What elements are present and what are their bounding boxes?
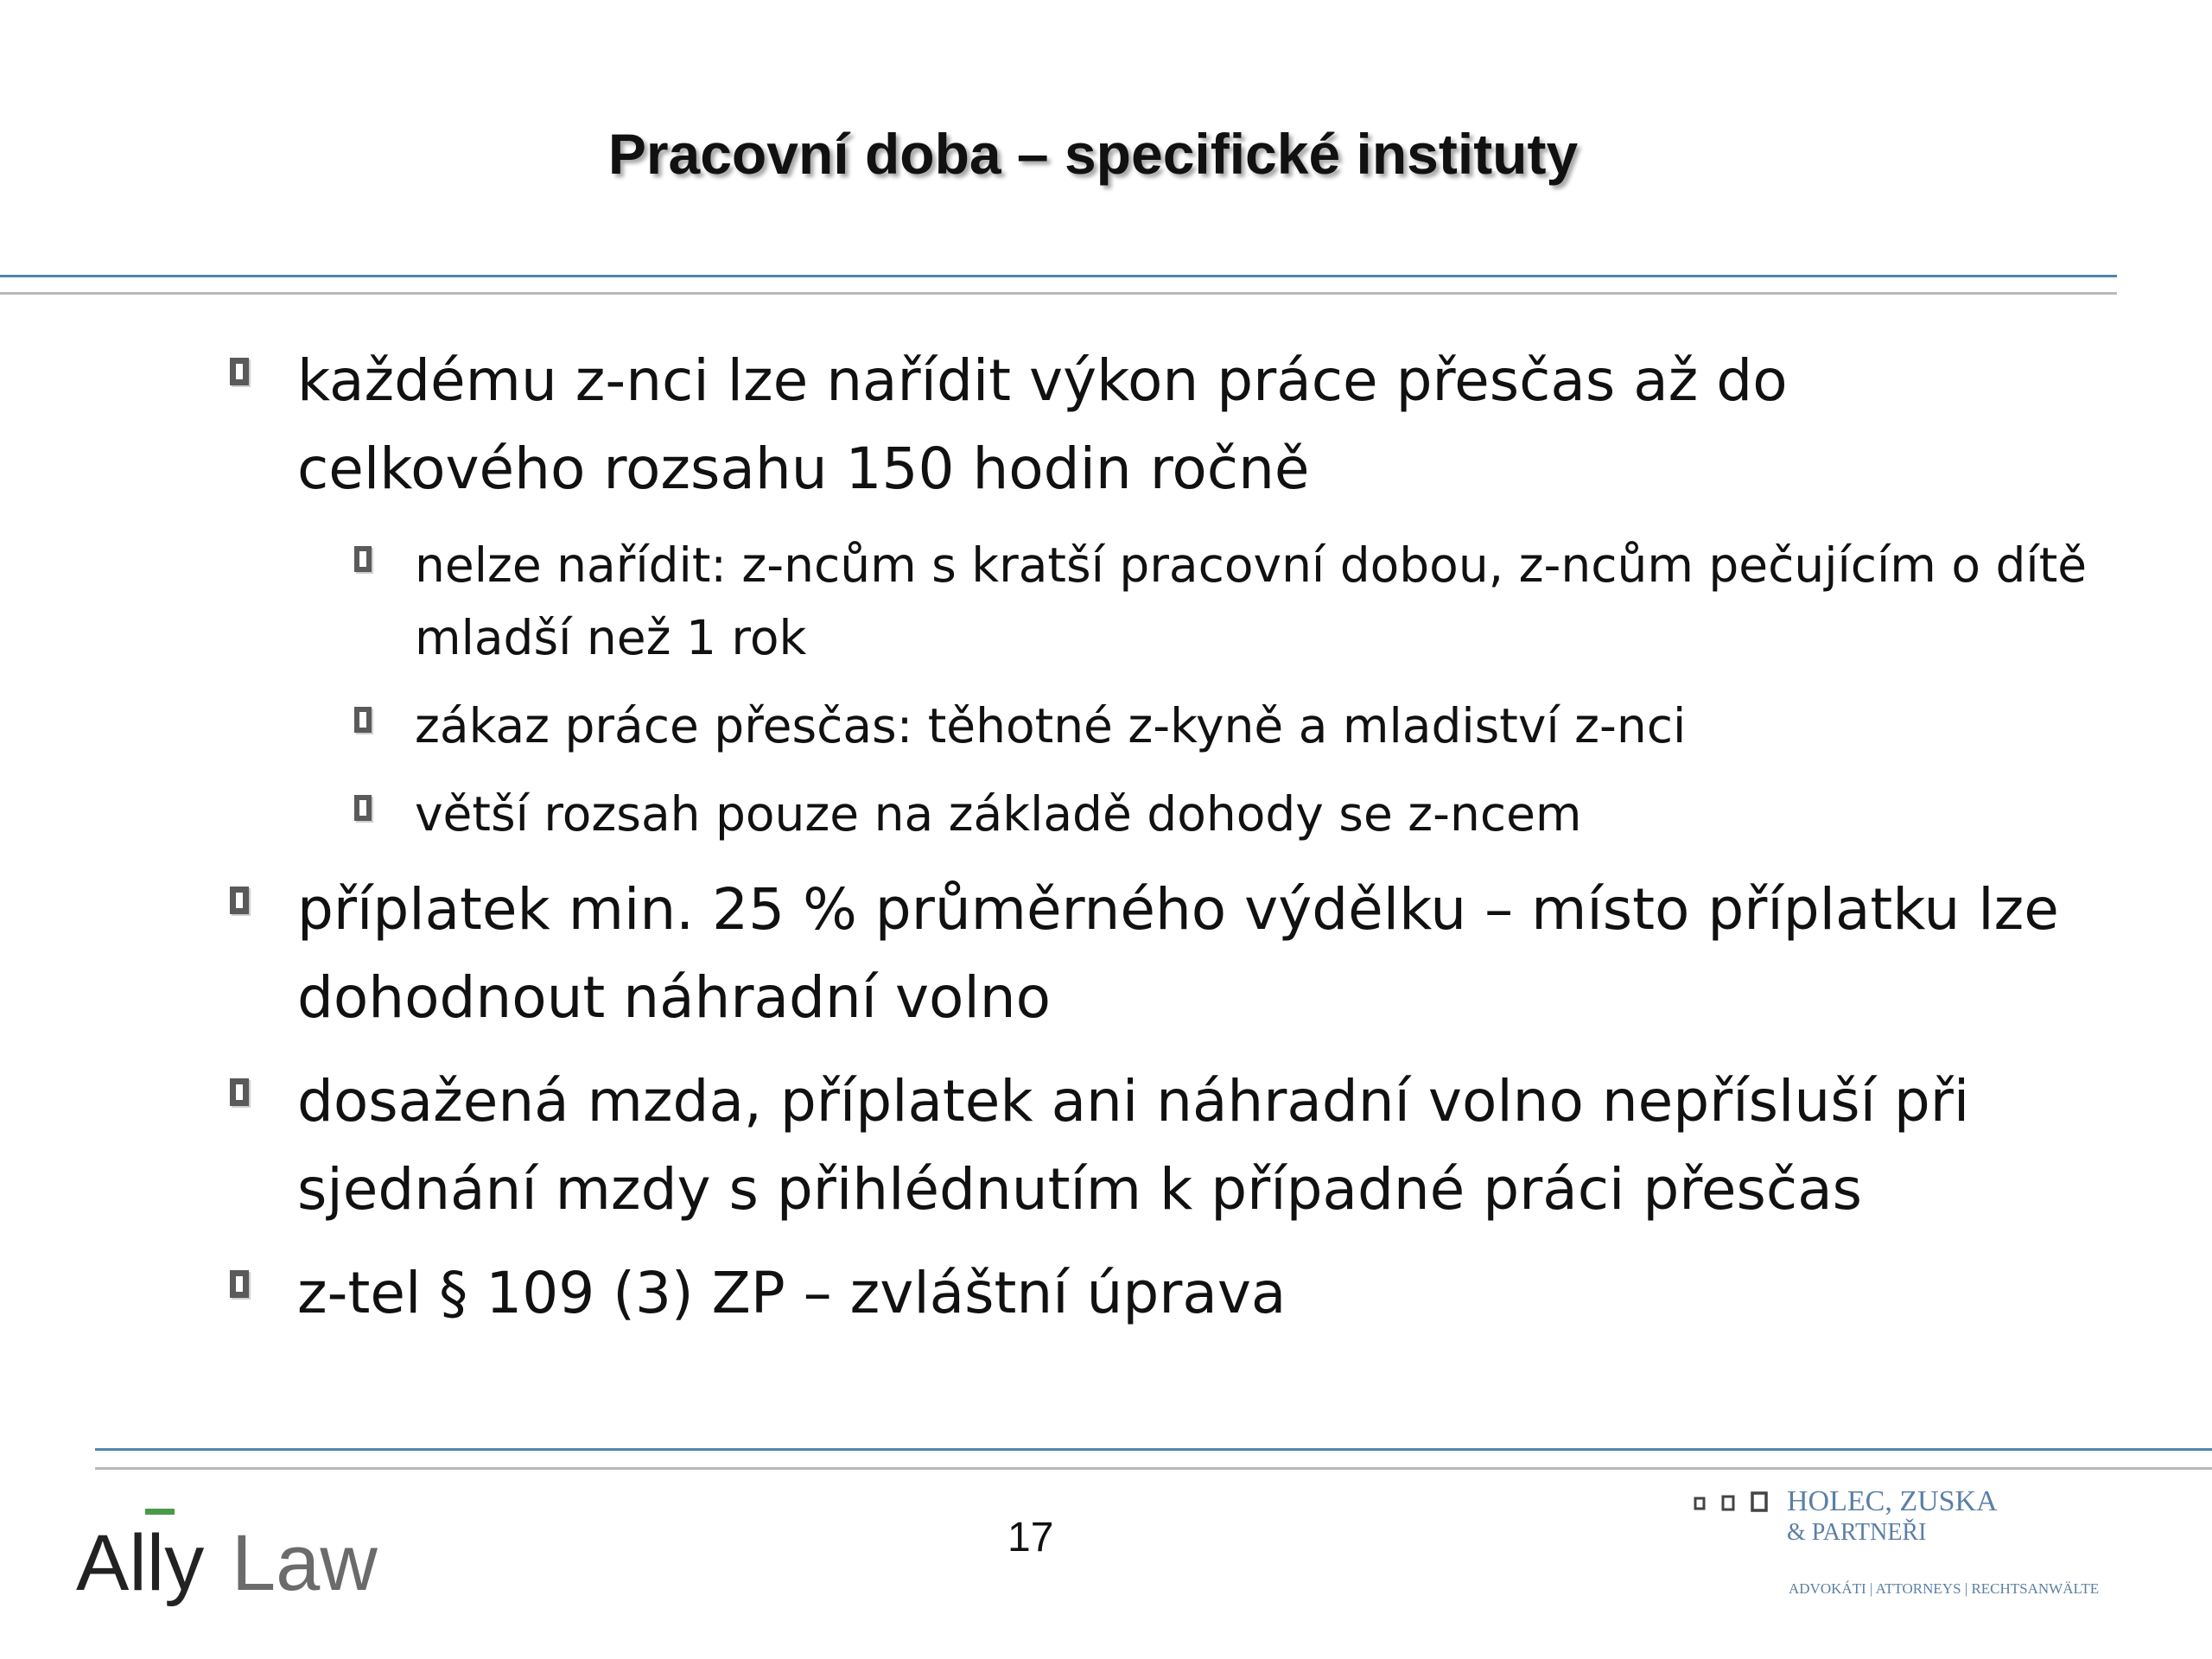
square-bullet-icon xyxy=(354,546,372,572)
square-bullet-icon xyxy=(230,887,249,914)
square-bullet-icon xyxy=(354,707,372,733)
logo-line3: ADVOKÁTI | ATTORNEYS | RECHTSANWÄLTE xyxy=(1789,1580,2100,1597)
bullet-text: příplatek min. 25 % průměrného výdělku – místo příplatku lze dohodnout náhradní volno xyxy=(297,876,2059,1031)
bullet-item xyxy=(226,1249,2093,1338)
header-rule-blue xyxy=(0,275,2117,277)
bullet-text: z-tel § 109 (3) ZP – zvláštní úprava xyxy=(297,1260,1287,1326)
bullet-text: dosažená mzda, příplatek ani náhradní volno nepřísluší při sjednání mzdy s přihlédnutím k případné práci přesčas xyxy=(297,1068,1970,1223)
square-bullet-icon xyxy=(230,1078,249,1106)
sub-bullet-text: nelze nařídit: z-ncům s kratší pracovní dobou, z-ncům pečujícím o dítě mladší než 1 rok xyxy=(415,537,2088,665)
square-bullet-icon xyxy=(230,358,249,385)
footer-rule-gray xyxy=(95,1467,2212,1470)
logo-line1: HOLEC, ZUSKA xyxy=(1787,1485,1998,1517)
bullet-item xyxy=(226,866,2093,1042)
bullet-text: každému z-nci lze nařídit výkon práce přesčas až do celkového rozsahu 150 hodin ročně xyxy=(297,347,1788,502)
square-bullet-icon xyxy=(230,1270,249,1298)
sub-bullet-item xyxy=(353,690,2093,762)
logo-line2: & PARTNEŘI xyxy=(1787,1519,1927,1546)
holec-zuska-logo xyxy=(1685,1484,2169,1614)
logo-square-icon xyxy=(1723,1497,1733,1510)
logo-word-ally: Ally xyxy=(76,1519,205,1607)
sub-bullet-text: zákaz práce přesčas: těhotné z-kyně a mladiství z-nci xyxy=(415,698,1687,753)
logo-accent-bar xyxy=(145,1509,175,1515)
allylaw-logo xyxy=(76,1503,404,1624)
sub-bullet-text: větší rozsah pouze na základě dohody se z-ncem xyxy=(415,786,1582,842)
square-bullet-icon xyxy=(354,795,372,821)
logo-square-icon xyxy=(1695,1498,1704,1509)
page-number: 17 xyxy=(1007,1515,1054,1560)
sub-bullet-item xyxy=(353,778,2093,850)
bullet-item xyxy=(226,337,2093,513)
bullet-item xyxy=(226,1058,2093,1234)
sub-bullet-item xyxy=(353,529,2093,674)
header-rule-gray xyxy=(0,292,2117,295)
bullet-list xyxy=(226,337,2093,1353)
logo-word-law: Law xyxy=(232,1519,378,1607)
logo-square-icon xyxy=(1752,1493,1766,1510)
slide-title: Pracovní doba – specifické instituty xyxy=(607,122,1579,186)
footer-rule-blue xyxy=(95,1448,2212,1451)
